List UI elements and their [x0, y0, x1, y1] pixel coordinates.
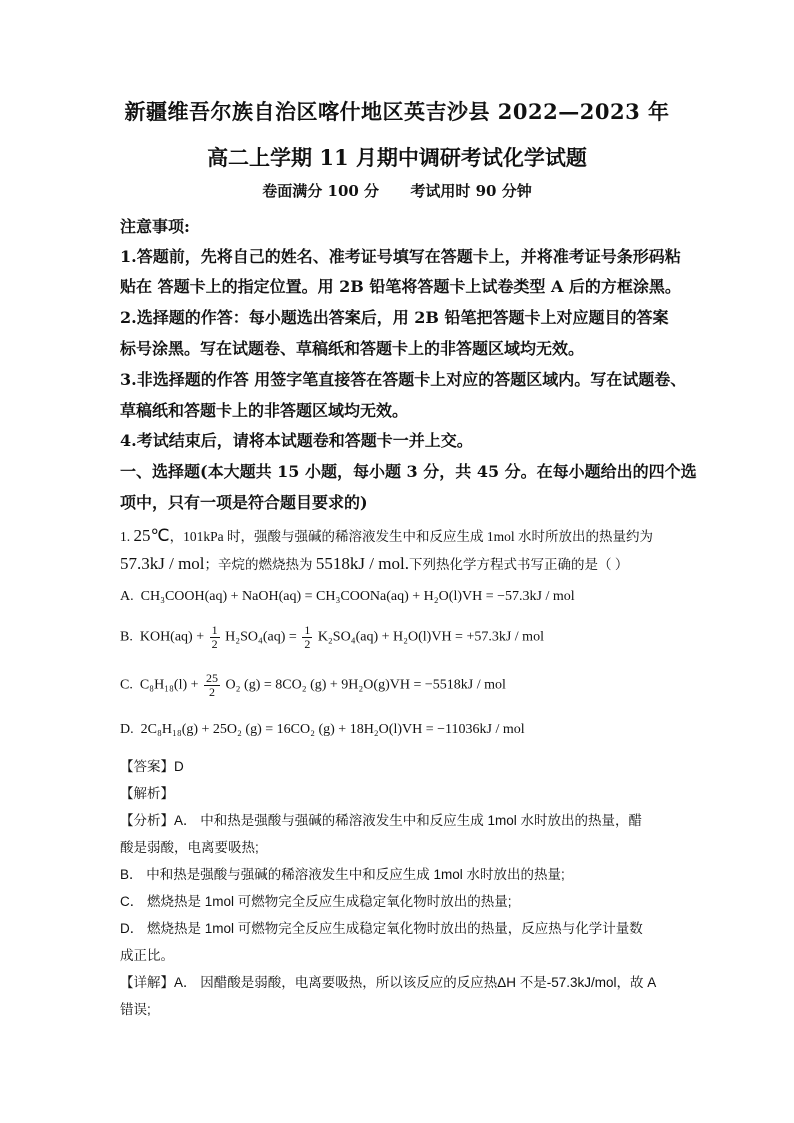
answer-line: [120, 755, 184, 775]
question-number: 1.: [120, 529, 131, 544]
option-b-part1: KOH(aq) +: [139, 629, 205, 645]
fraction-denominator: 2: [211, 637, 218, 651]
answer-tag: 【答案】: [120, 759, 174, 774]
note-4: 4.考试结束后，请将本试题卷和答题卡一并上交。: [120, 431, 473, 450]
exam-title-line2: 高二上学期 11 月期中调研考试化学试题: [207, 145, 587, 170]
option-b-fraction2: [302, 624, 312, 651]
fenxi-c: C． 燃烧热是 1mol 可燃物完全反应生成稳定氧化物时放出的热量;: [120, 894, 512, 909]
xiangjie-a-line2: 错误;: [120, 1002, 151, 1017]
fraction-numerator: 1: [211, 623, 218, 637]
option-b: [120, 624, 544, 651]
question-1-stem-b: ；辛烷的燃烧热为: [204, 557, 313, 572]
fraction-numerator: 1: [304, 623, 311, 637]
note-1-line1: 1.答题前，先将自己的姓名、准考证号填写在答题卡上，并将准考证号条形码粘: [120, 247, 681, 266]
section-heading-line1: 一、选择题(本大题共 15 小题，每小题 3 分，共 45 分。在每小题给出的四个选: [120, 462, 697, 481]
option-d: [120, 722, 525, 738]
note-3-line2: 草稿纸和答题卡上的非答题区域均无效。: [120, 401, 409, 420]
option-d-label: D.: [120, 722, 134, 737]
fenxi-b: B． 中和热是强酸与强碱的稀溶液发生中和反应生成 1mol 水时放出的热量;: [120, 867, 565, 882]
option-b-part3: K₂SO₄(aq) + H₂O(l)VH = +57.3kJ / mol: [317, 629, 544, 645]
fraction-denominator: 2: [209, 685, 216, 699]
question-1-stem-line1: [120, 525, 653, 546]
option-c-part1: C₈H₁₈(l) +: [139, 677, 199, 693]
option-c-part2: O₂ (g) = 8CO₂ (g) + 9H₂O(g)VH = −5518kJ / mol: [225, 677, 506, 693]
combustion-heat-value: 5518kJ / mol.: [315, 554, 409, 573]
note-1-line2: 贴在 答题卡上的指定位置。用 2B 铅笔将答题卡上试卷类型 A 后的方框涂黑。: [120, 277, 681, 296]
option-a-label: A.: [120, 589, 134, 604]
option-c-fraction: [204, 672, 220, 699]
fenxi-d-line1: D． 燃烧热是 1mol 可燃物完全反应生成稳定氧化物时放出的热量，反应热与化学计量数: [120, 921, 643, 936]
option-c: [120, 672, 506, 699]
note-2-line1: 2.选择题的作答：每小题选出答案后，用 2B 铅笔把答题卡上对应题目的答案: [120, 308, 669, 327]
answer-value: D: [174, 759, 184, 774]
option-a-equation: CH₃COOH(aq) + NaOH(aq) = CH₃COONa(aq) + H₂O(l)VH = −57.3kJ / mol: [140, 589, 575, 604]
exam-title-line1: 新疆维吾尔族自治区喀什地区英吉沙县 2022—2023 年: [124, 99, 670, 124]
temperature-value: 25℃: [133, 526, 170, 545]
question-1-stem-c: 下列热化学方程式书写正确的是（ ）: [408, 557, 629, 572]
xiangjie-tag: 【详解】: [120, 975, 174, 990]
fraction-numerator: 25: [206, 671, 219, 685]
analysis-tag: 【解析】: [120, 786, 174, 801]
note-2-line2: 标号涂黑。写在试题卷、草稿纸和答题卡上的非答题区域均无效。: [120, 339, 585, 358]
fenxi-line1: [120, 809, 642, 829]
fenxi-a-line2: 酸是弱酸，电离要吸热;: [120, 840, 259, 855]
option-b-fraction1: [210, 624, 220, 651]
neutralization-heat-value: 57.3kJ / mol: [120, 554, 205, 573]
fenxi-a-line1: A． 中和热是强酸与强碱的稀溶液发生中和反应生成 1mol 水时放出的热量，醋: [174, 813, 643, 828]
option-a: [120, 589, 575, 605]
fenxi-d-line2: 成正比。: [120, 948, 174, 963]
question-1-stem-line2: [120, 553, 628, 574]
section-heading-line2: 项中，只有一项是符合题目要求的): [120, 493, 368, 512]
exam-subtitle: 卷面满分 100 分 考试用时 90 分钟: [262, 182, 532, 200]
note-3-line1: 3.非选择题的作答 用签字笔直接答在答题卡上对应的答题区域内。写在试题卷、: [120, 370, 687, 389]
xiangjie-a-line1: A． 因醋酸是弱酸，电离要吸热，所以该反应的反应热ΔH 不是-57.3kJ/mol，故 A: [174, 975, 657, 990]
fenxi-tag: 【分析】: [120, 813, 174, 828]
fraction-denominator: 2: [304, 637, 311, 651]
question-1-stem-a: ，101kPa 时，强酸与强碱的稀溶液发生中和反应生成 1mol 水时所放出的热量约为: [169, 529, 653, 544]
option-d-equation: 2C₈H₁₈(g) + 25O₂ (g) = 16CO₂ (g) + 18H₂O(l)VH = −11036kJ / mol: [140, 722, 525, 737]
notes-heading: 注意事项:: [120, 217, 190, 236]
option-b-label: B.: [120, 629, 133, 645]
option-c-label: C.: [120, 677, 133, 693]
xiangjie-line1: [120, 971, 656, 991]
option-b-part2: H₂SO₄(aq) =: [225, 629, 297, 645]
